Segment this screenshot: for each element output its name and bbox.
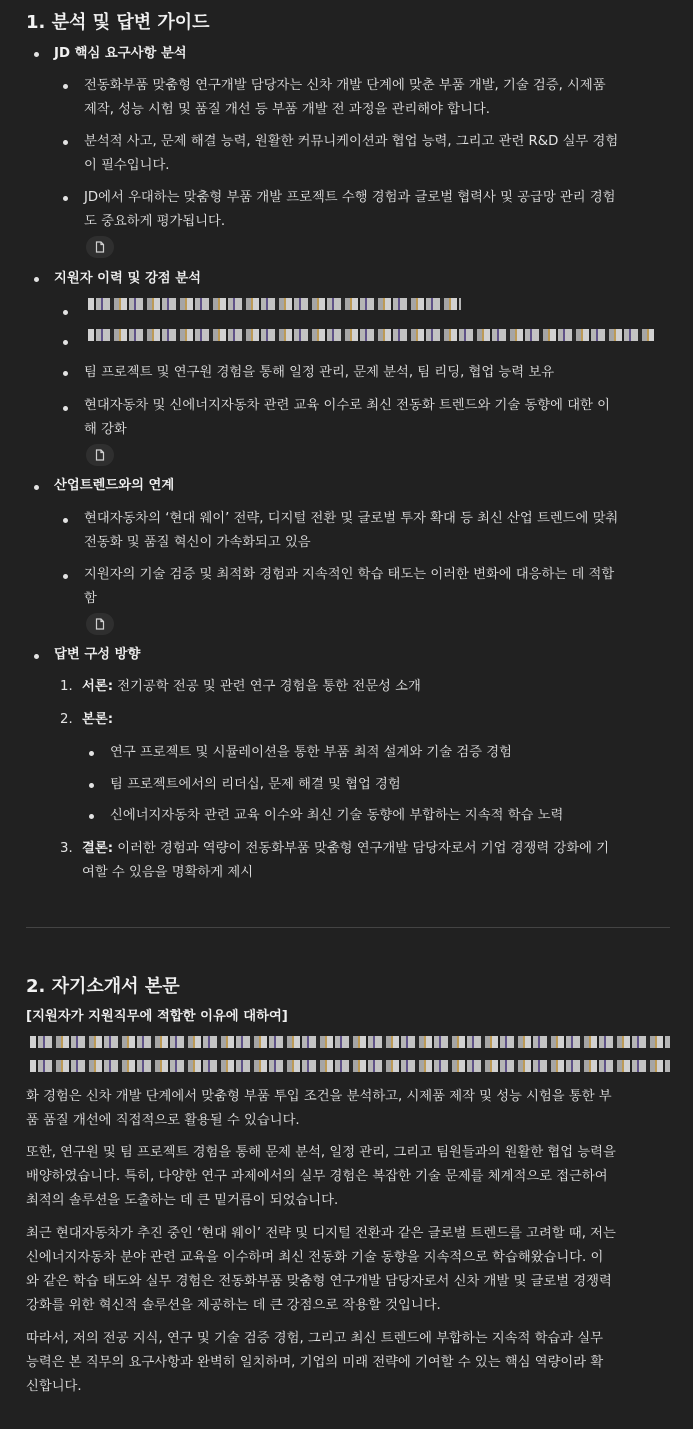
p2-line-3: 최적의 솔루션을 도출하는 데 큰 밑거름이 되었습니다. [26,1193,339,1208]
redacted-text [30,1036,670,1048]
bullet [63,518,68,523]
applicant-item-3: 팀 프로젝트 및 연구원 경험을 통해 일정 관리, 문제 분석, 팀 리딩, 협업 능력 보유 [84,365,555,380]
intro-text: 전기공학 전공 및 관련 연구 경험을 통한 전문성 소개 [113,679,421,694]
redacted-text [88,329,654,341]
document-copy-icon [94,241,106,253]
bullet [63,406,68,411]
body-item-3: 신에너지자동차 관련 교육 이수와 최신 기술 동향에 부합하는 지속적 학습 노력 [110,808,564,823]
intro-label: 서론: [82,679,114,694]
bullet [34,52,39,57]
intro-line [82,675,421,699]
list-number: 1. [60,679,73,694]
applicant-item-4-line-1: 현대자동차 및 신에너지자동차 관련 교육 이수로 최신 전동화 트렌드와 기술 동향에 대한 이 [84,398,610,413]
bullet [34,277,39,282]
trend-item-2-line-2: 함 [84,591,97,606]
bullet [63,310,68,315]
trend-item-1-line-1: 현대자동차의 ‘현대 웨이’ 전략, 디지털 전환 및 글로벌 투자 확대 등 최신 산업 트렌드에 맞춰 [84,511,619,526]
bullet [34,485,39,490]
applicant-item-4-line-2: 해 강화 [84,422,127,437]
section2-title: 2. 자기소개서 본문 [26,976,180,997]
p3-line-1: 최근 현대자동차가 추진 중인 ‘현대 웨이’ 전략 및 디지털 전환과 같은 글로벌 트렌드를 고려할 때, 저는 [26,1226,616,1241]
bullet [89,751,94,756]
jd-item-3-line-2: 도 중요하게 평가됩니다. [84,214,226,229]
divider [26,927,670,928]
applicant-heading: 지원자 이력 및 강점 분석 [54,271,201,286]
list-number: 2. [60,712,73,727]
jd-item-1-line-2: 제작, 성능 시험 및 품질 개선 등 부품 개발 전 과정을 관리해야 합니다. [84,102,490,117]
document-copy-icon [94,618,106,630]
bullet [89,783,94,788]
bullet [63,574,68,579]
section1-title: 1. 분석 및 답변 가이드 [26,12,210,33]
bullet [34,654,39,659]
p3-line-4: 강화를 위한 혁신적 솔루션을 제공하는 데 큰 강점으로 작용할 것입니다. [26,1298,441,1313]
p4-line-2: 능력은 본 직무의 요구사항과 완벽히 일치하며, 기업의 미래 전략에 기여할 수 있는 핵심 역량이라 확 [26,1355,604,1370]
structure-heading: 답변 구성 방향 [54,647,141,662]
jd-item-1-line-1: 전동화부품 맞춤형 연구개발 담당자는 신차 개발 단계에 맞춘 부품 개발, 기술 검증, 시제품 [84,78,606,93]
redacted-text [30,1060,670,1072]
copy-button[interactable] [86,236,114,258]
copy-button[interactable] [86,444,114,466]
bullet [89,814,94,819]
body-label: 본론: [82,712,114,727]
trend-item-1-line-2: 전동화 및 품질 혁신이 가속화되고 있음 [84,535,311,550]
p3-line-2: 신에너지자동차 분야 관련 교육을 이수하며 최신 전동화 기술 동향을 지속적으로 학습해왔습니다. 이 [26,1250,604,1265]
body-item-1: 연구 프로젝트 및 시뮬레이션을 통한 부품 최적 설계와 기술 검증 경험 [110,745,512,760]
p2-line-2: 배양하였습니다. 특히, 다양한 연구 과제에서의 실무 경험은 복잡한 기술 문제를 체계적으로 접근하여 [26,1169,608,1184]
copy-button[interactable] [86,613,114,635]
bullet [63,340,68,345]
document-copy-icon [94,449,106,461]
p1-line-2: 품 품질 개선에 직접적으로 활용될 수 있습니다. [26,1113,300,1128]
conclusion-line-1 [82,837,609,861]
p4-line-1: 따라서, 저의 전공 지식, 연구 및 기술 검증 경험, 그리고 최신 트렌드에 부합하는 지속적 학습과 실무 [26,1331,604,1346]
redacted-text [88,298,461,310]
jd-heading: JD 핵심 요구사항 분석 [54,46,187,61]
p3-line-3: 와 같은 학습 태도와 실무 경험은 전동화부품 맞춤형 연구개발 담당자로서 신차 개발 및 글로벌 경쟁력 [26,1274,612,1289]
body-item-2: 팀 프로젝트에서의 리더십, 문제 해결 및 협업 경험 [110,777,401,792]
jd-item-2-line-2: 이 필수입니다. [84,158,170,173]
list-number: 3. [60,841,73,856]
section2-subheading: [지원자가 지원직무에 적합한 이유에 대하여] [26,1009,288,1024]
conclusion-text: 이러한 경험과 역량이 전동화부품 맞춤형 연구개발 담당자로서 기업 경쟁력 강화에 기 [113,841,610,856]
trend-heading: 산업트렌드와의 연계 [54,478,175,493]
jd-item-3-line-1: JD에서 우대하는 맞춤형 부품 개발 프로젝트 수행 경험과 글로벌 협력사 및 공급망 관리 경험 [84,190,616,205]
p2-line-1: 또한, 연구원 및 팀 프로젝트 경험을 통해 문제 분석, 일정 관리, 그리고 팀원들과의 원활한 협업 능력을 [26,1145,616,1160]
bullet [63,196,68,201]
conclusion-line-2: 여할 수 있음을 명확하게 제시 [82,865,254,880]
jd-item-2-line-1: 분석적 사고, 문제 해결 능력, 원활한 커뮤니케이션과 협업 능력, 그리고 관련 R&D 실무 경험 [84,134,619,149]
p1-line-1: 화 경험은 신차 개발 단계에서 맞춤형 부품 투입 조건을 분석하고, 시제품 제작 및 성능 시험을 통한 부 [26,1089,612,1104]
p4-line-3: 신합니다. [26,1379,82,1394]
trend-item-2-line-1: 지원자의 기술 검증 및 최적화 경험과 지속적인 학습 태도는 이러한 변화에 대응하는 데 적합 [84,567,615,582]
bullet [63,371,68,376]
bullet [63,140,68,145]
conclusion-label: 결론: [82,841,114,856]
bullet [63,84,68,89]
